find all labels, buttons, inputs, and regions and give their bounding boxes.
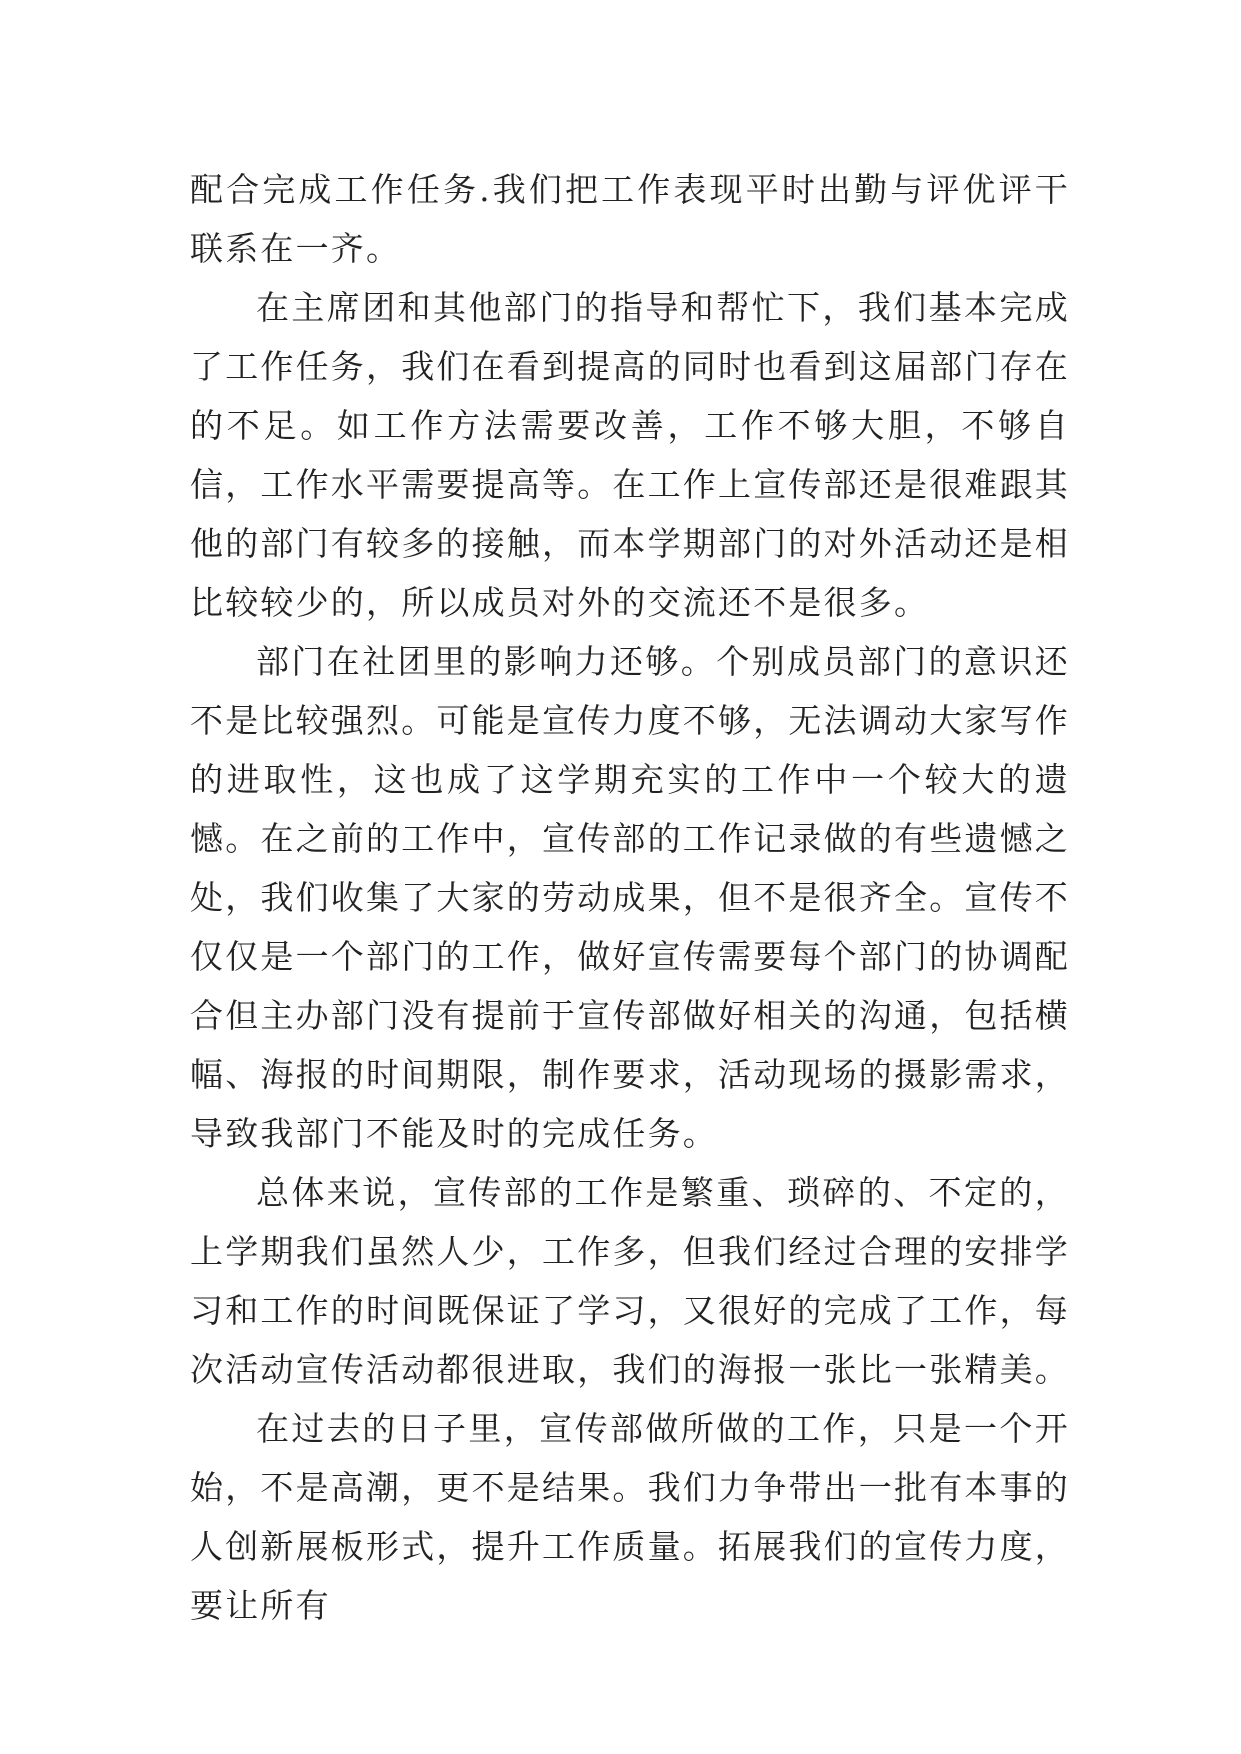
- paragraph-2: 在主席团和其他部门的指导和帮忙下，我们基本完成了工作任务，我们在看到提高的同时也看到这届部门存在的不足。如工作方法需要改善，工作不够大胆，不够自信，工作水平需要提高等。在工作上宣传部还是很难跟其他的部门有较多的接触，而本学期部门的对外活动还是相比较较少的，所以成员对外的交流还不是很多。: [190, 288, 1070, 622]
- paragraph-5: 在过去的日子里，宣传部做所做的工作，只是一个开始，不是高潮，更不是结果。我们力争带出一批有本事的人创新展板形式，提升工作质量。拓展我们的宣传力度，要让所有: [190, 1409, 1070, 1625]
- paragraph-3: 部门在社团里的影响力还够。个别成员部门的意识还不是比较强烈。可能是宣传力度不够，无法调动大家写作的进取性，这也成了这学期充实的工作中一个较大的遗憾。在之前的工作中，宣传部的工作记录做的有些遗憾之处，我们收集了大家的劳动成果，但不是很齐全。宣传不仅仅是一个部门的工作，做好宣传需要每个部门的协调配合但主办部门没有提前于宣传部做好相关的沟通，包括横幅、海报的时间期限，制作要求，活动现场的摄影需求，导致我部门不能及时的完成任务。: [190, 642, 1070, 1153]
- paragraph-4: 总体来说，宣传部的工作是繁重、琐碎的、不定的，上学期我们虽然人少，工作多，但我们经过合理的安排学习和工作的时间既保证了学习，又很好的完成了工作，每次活动宣传活动都很进取，我们的海报一张比一张精美。: [190, 1173, 1070, 1389]
- document-body: [190, 160, 1070, 1635]
- paragraph-1: 配合完成工作任务.我们把工作表现平时出勤与评优评干联系在一齐。: [190, 170, 1070, 268]
